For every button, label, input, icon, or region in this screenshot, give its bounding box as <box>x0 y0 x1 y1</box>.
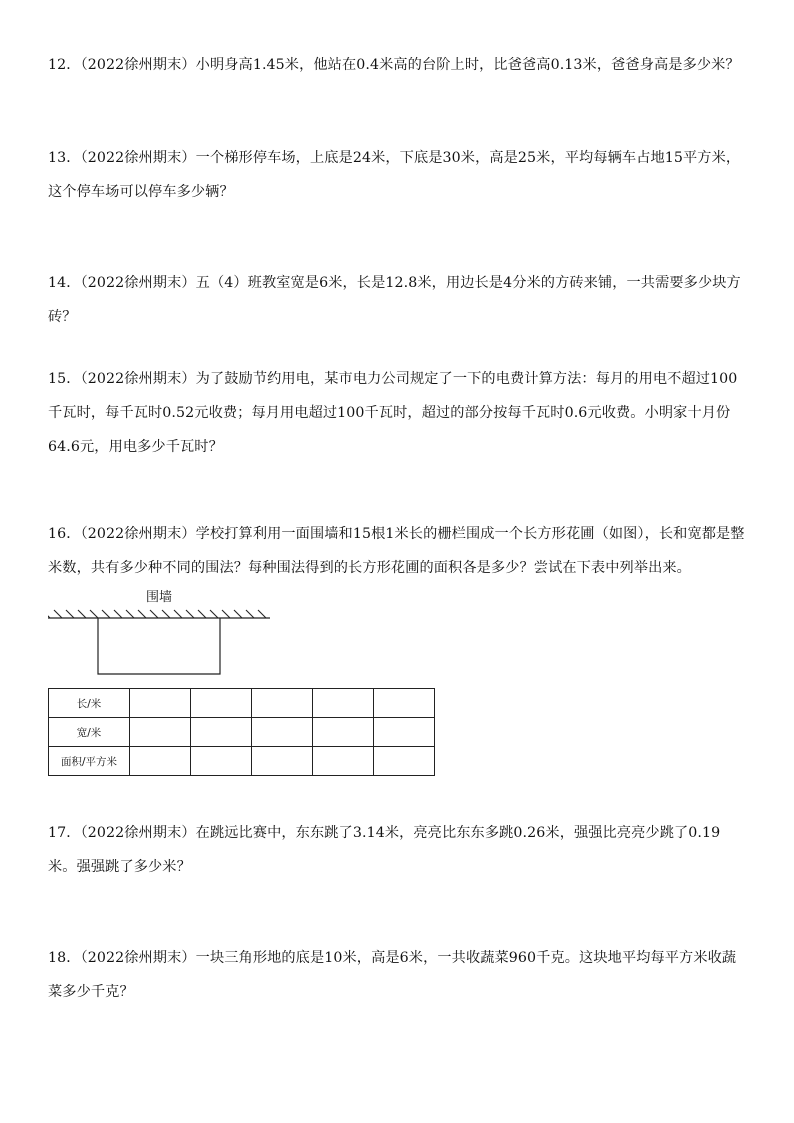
table-row <box>49 718 435 747</box>
table-cell[interactable] <box>313 747 374 776</box>
table-cell[interactable] <box>130 718 191 747</box>
question-17: 17．（2022徐州期末）在跳远比赛中，东东跳了3.14米，亮亮比东东多跳0.26米，强强比亮亮少跳了0.19米。强强跳了多少米？ <box>48 825 721 875</box>
wall-hatching <box>48 610 266 618</box>
table-cell[interactable] <box>130 689 191 718</box>
table-cell[interactable] <box>252 718 313 747</box>
question-16: 16．（2022徐州期末）学校打算利用一面围墙和15根1米长的栅栏围成一个长方形花圃（如图），长和宽都是整米数，共有多少种不同的围法？每种围法得到的长方形花圃的面积各是多少？尝试在下表中列举出来。 <box>48 526 745 576</box>
row-label-area: 面积/平方米 <box>49 747 130 776</box>
table-cell[interactable] <box>252 747 313 776</box>
row-label-width: 宽/米 <box>49 718 130 747</box>
table-cell[interactable] <box>130 747 191 776</box>
table-cell[interactable] <box>252 689 313 718</box>
table-cell[interactable] <box>374 718 435 747</box>
question-18: 18．（2022徐州期末）一块三角形地的底是10米，高是6米，一共收蔬菜960千克。这块地平均每平方米收蔬菜多少千克？ <box>48 950 737 1000</box>
question-15: 15．（2022徐州期末）为了鼓励节约用电，某市电力公司规定了一下的电费计算方法：每月的用电不超过100千瓦时，每千瓦时0.52元收费；每月用电超过100千瓦时，超过的部分按每千瓦时0.6元收费。小明家十月份64.6元，用电多少千瓦时？ <box>48 371 738 455</box>
row-label-length: 长/米 <box>49 689 130 718</box>
wall-label: 围墙 <box>146 590 173 605</box>
fence-diagram <box>48 590 278 678</box>
table-row <box>49 747 435 776</box>
question-12: 12．（2022徐州期末）小明身高1.45米，他站在0.4米高的台阶上时，比爸爸高0.13米，爸爸身高是多少米？ <box>48 57 740 73</box>
table-cell[interactable] <box>313 718 374 747</box>
table-cell[interactable] <box>191 747 252 776</box>
table-cell[interactable] <box>374 747 435 776</box>
enumeration-table <box>48 688 435 776</box>
table-cell[interactable] <box>374 689 435 718</box>
table-row <box>49 689 435 718</box>
table-cell[interactable] <box>313 689 374 718</box>
question-14: 14．（2022徐州期末）五（4）班教室宽是6米，长是12.8米，用边长是4分米的方砖来铺，一共需要多少块方砖？ <box>48 275 741 325</box>
table-cell[interactable] <box>191 718 252 747</box>
table-cell[interactable] <box>191 689 252 718</box>
question-13: 13．（2022徐州期末）一个梯形停车场，上底是24米，下底是30米，高是25米，平均每辆车占地15平方米，这个停车场可以停车多少辆？ <box>48 150 741 200</box>
garden-fence <box>98 618 220 674</box>
